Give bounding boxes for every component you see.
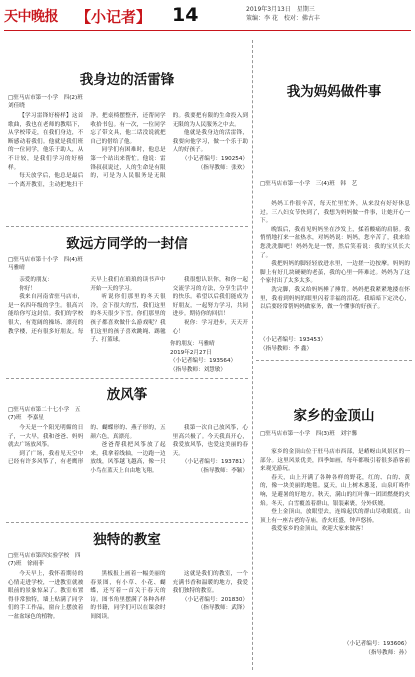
article-title-classroom: 独特的教室	[93, 532, 161, 548]
page-number: 14	[172, 4, 199, 26]
article-body-mom	[260, 200, 410, 336]
article-body-leifeng	[8, 112, 248, 222]
paragraph: 我第一次自己放风筝，心里高兴极了。今天我真开心，我爱放风筝，也爱这美丽的春天。	[172, 425, 248, 457]
paragraph: 我来自河南省驻马店市，是一名四年级的学生。很高兴能给你写这封信。我们的学校很大，有宽阔的操场、漂亮的教学楼，还有很多好朋友。每天早上我们在琅琅的读书声中开始一天的学习。	[8, 277, 166, 335]
masthead	[0, 0, 415, 36]
article-title-leifeng: 我身边的活雷锋	[79, 72, 175, 88]
tutor-number: （小记者编号：190254）	[181, 155, 248, 162]
date-line: 2019年3月13日 星期三	[246, 6, 315, 13]
paragraph: 妈妈工作很辛苦，每天忙里忙外，从来没有好好休息过。三八妇女节快到了，我想为妈妈做一件事，让她开心一下。	[260, 201, 410, 225]
section-divider	[256, 360, 412, 361]
paragraph: 同学们有困难时，他总是第一个站出来帮忙。他说：雷锋叔叔说过，人的生命是有限的，可是为人民服务是无限的。我要把有限的生命投入到无限的为人民服务之中去。	[90, 113, 248, 180]
teacher-name: （指导教师：李颖）	[197, 467, 248, 474]
letter-sign: 你的朋友：马雅晴	[170, 341, 215, 347]
tutor-number: （小记者编号：193781）	[181, 459, 248, 466]
teacher-name: （指导教师：李 鑫）	[260, 345, 313, 352]
teacher-name: （指导教师：刘慧敏）	[170, 366, 226, 373]
paragraph: 爸爸帮我把风筝放了起来，我拿着线轴，一边跑一边放线，风筝越飞越高，像一只小鸟在蓝天上自由地飞翔。	[90, 442, 166, 474]
article-body-pavilion	[260, 448, 410, 628]
paragraph: 每天放学后，他总是最后一个离开教室，主动把地扫干净，把桌椅摆整齐，还帮同学收拾书包。有一次，一位同学忘了带文具，他二话没说就把自己的借给了他。	[8, 113, 166, 188]
teacher-name: （指导教师：孙）	[365, 649, 410, 656]
paragraph: 我爱家乡的金顶山，欢迎大家来做客！	[271, 526, 367, 533]
paragraph: 到了广场，我看见天空中已经有许多风筝了，有老鹰形的、蝴蝶形的、燕子形的，五颜六色，真漂亮。	[8, 425, 166, 466]
section-divider	[6, 522, 248, 523]
paragraph: 我把妈妈的脚轻轻放进水里，一边搓一边按摩。妈妈的脚上有好几块硬硬的老茧，我的心里一阵难过。妈妈为了这个家付出了太多太多。	[260, 261, 410, 285]
paragraph: 春天，山上开满了各种各样的野花，红的、白的、黄的，像一块美丽的地毯。夏天，山上树木葱茏，山泉叮咚作响，是避暑的好地方。秋天，满山的红叶像一团团燃烧的火焰。冬天，白雪覆盖着群山，银装素裹，分外妖娆。	[260, 474, 410, 507]
mom-footer	[260, 336, 410, 353]
paragraph: 洗完脚，我又给妈妈捶了捶背。妈妈把我紧紧地搂在怀里，我看到妈妈的眼里闪着幸福的泪花。我暗暗下定决心，以后要经常帮妈妈做家务，做一个懂事的好孩子。	[260, 286, 410, 311]
tutor-number: （小记者编号：193453）	[260, 337, 327, 343]
section-divider	[6, 378, 248, 379]
article-title-kite: 放风筝	[106, 387, 148, 403]
paragraph: 我很想认识你，和你一起交流学习的方法，分享生活中的快乐。希望以后我们能成为好朋友，一起努力学习，共同进步。期待你的回信！	[172, 277, 248, 318]
article-body-classroom	[8, 570, 248, 670]
paragraph: 听说你们那里的冬天很冷，会下很大的雪，我们这里的冬天很少下雪。你们那里的孩子都喜欢做什么游戏呢？我们这里的孩子喜欢跳绳、踢毽子、打篮球。	[90, 294, 166, 344]
header-info	[246, 5, 320, 23]
paragraph: 亲爱的朋友：	[19, 277, 53, 283]
article-byline-kite: □驻马店市第二十七小学 五(7)班 李嘉星	[8, 407, 81, 421]
paragraph: 他就是我身边的活雷锋，我要向他学习，做一个乐于助人的好孩子。	[172, 130, 248, 154]
article-byline-leifeng: □驻马店市第一小学 四(2)班 刘佳晓	[8, 95, 89, 109]
article-title-letter: 致远方同学的一封信	[66, 236, 188, 252]
article-byline-classroom: □驻马店市第四实验学校 四(7)班 徐雨菲	[8, 553, 81, 567]
paragraph: 你好！	[19, 285, 36, 292]
section-title: 【小记者】	[76, 8, 152, 26]
letter-footer	[170, 340, 248, 374]
tutor-number: （小记者编号：193606）	[343, 641, 410, 647]
letter-date: 2019年2月27日	[170, 349, 212, 356]
paragraph: 家乡的金顶山位于驻马店市西部，是嵖岈山风景区的一部分。这里风景优美，四季如画，每年都吸引着很多游客前来观光游玩。	[260, 449, 410, 473]
teacher-name: （指导教师：张欢）	[197, 164, 248, 171]
teacher-name: （指导教师：武锋）	[197, 605, 248, 612]
article-title-pavilion: 家乡的金顶山	[293, 408, 375, 424]
paragraph: 今天早上，我怀着期待的心情走进学校，一进教室就被眼前的景象惊呆了。教室布置得非常独特，墙上贴满了同学们的手工作品，窗台上摆放着一盆盆绿色的植物。	[8, 571, 84, 620]
column-divider	[252, 40, 253, 670]
header-rule	[4, 30, 411, 31]
tutor-number: （小记者编号：193564）	[170, 358, 237, 365]
paragraph: 今天是一个阳光明媚的日子，一大早，我和爸爸、妈妈就去广场放风筝。	[8, 425, 84, 449]
article-byline-mom: □驻马店市第一小学 三(4)班 韩 艺	[260, 181, 358, 187]
paragraph: 【学习雷锋好榜样】这首歌曲，我也在老师的教唱下，从学校带走，在我们身边，不断感动着我们。他就是我们班的一位同学，他乐于助人，从不计较，是我们学习的好榜样。	[8, 113, 84, 171]
paragraph: 晚饭后，我看见妈妈坐在沙发上，揉着酸痛的肩膀。我悄悄地打来一盆热水，对妈妈说：妈妈，您辛苦了，我来给您洗洗脚吧！妈妈先是一愣，然后笑着说：我的宝贝长大了。	[260, 226, 410, 259]
paragraph: 这就是我们的教室，一个充满书香和温暖的地方，我爱我们独特的教室。	[172, 571, 248, 595]
paragraph: 祝你：学习进步，天天开心！	[172, 319, 248, 335]
section-divider	[6, 226, 248, 227]
newspaper-logo: 天中晚报	[4, 9, 58, 25]
pavilion-footer	[260, 640, 410, 657]
paragraph: 登上金顶山，放眼望去，连绵起伏的群山尽收眼底。山顶上有一座古老的寺庙，香火旺盛，钟声悠扬。	[260, 509, 410, 524]
paragraph: 黑板报上画着一幅美丽的春景图，有小草、小花、蝴蝶，还写着一首关于春天的诗。图书角里摆满了各种各样的书籍，同学们可以在课余时间阅读。	[90, 571, 166, 620]
staff-line: 策编：李 花 校对：佛古丰	[246, 15, 320, 22]
article-body-kite	[8, 424, 248, 516]
tutor-number: （小记者编号：201830）	[181, 596, 248, 603]
article-byline-letter: □驻马店市第十小学 四(4)班 马雅晴	[8, 257, 89, 271]
article-byline-pavilion: □驻马店市第一小学 四(3)班 刘宇馨	[260, 431, 358, 437]
article-title-mom: 我为妈妈做件事	[286, 84, 382, 100]
